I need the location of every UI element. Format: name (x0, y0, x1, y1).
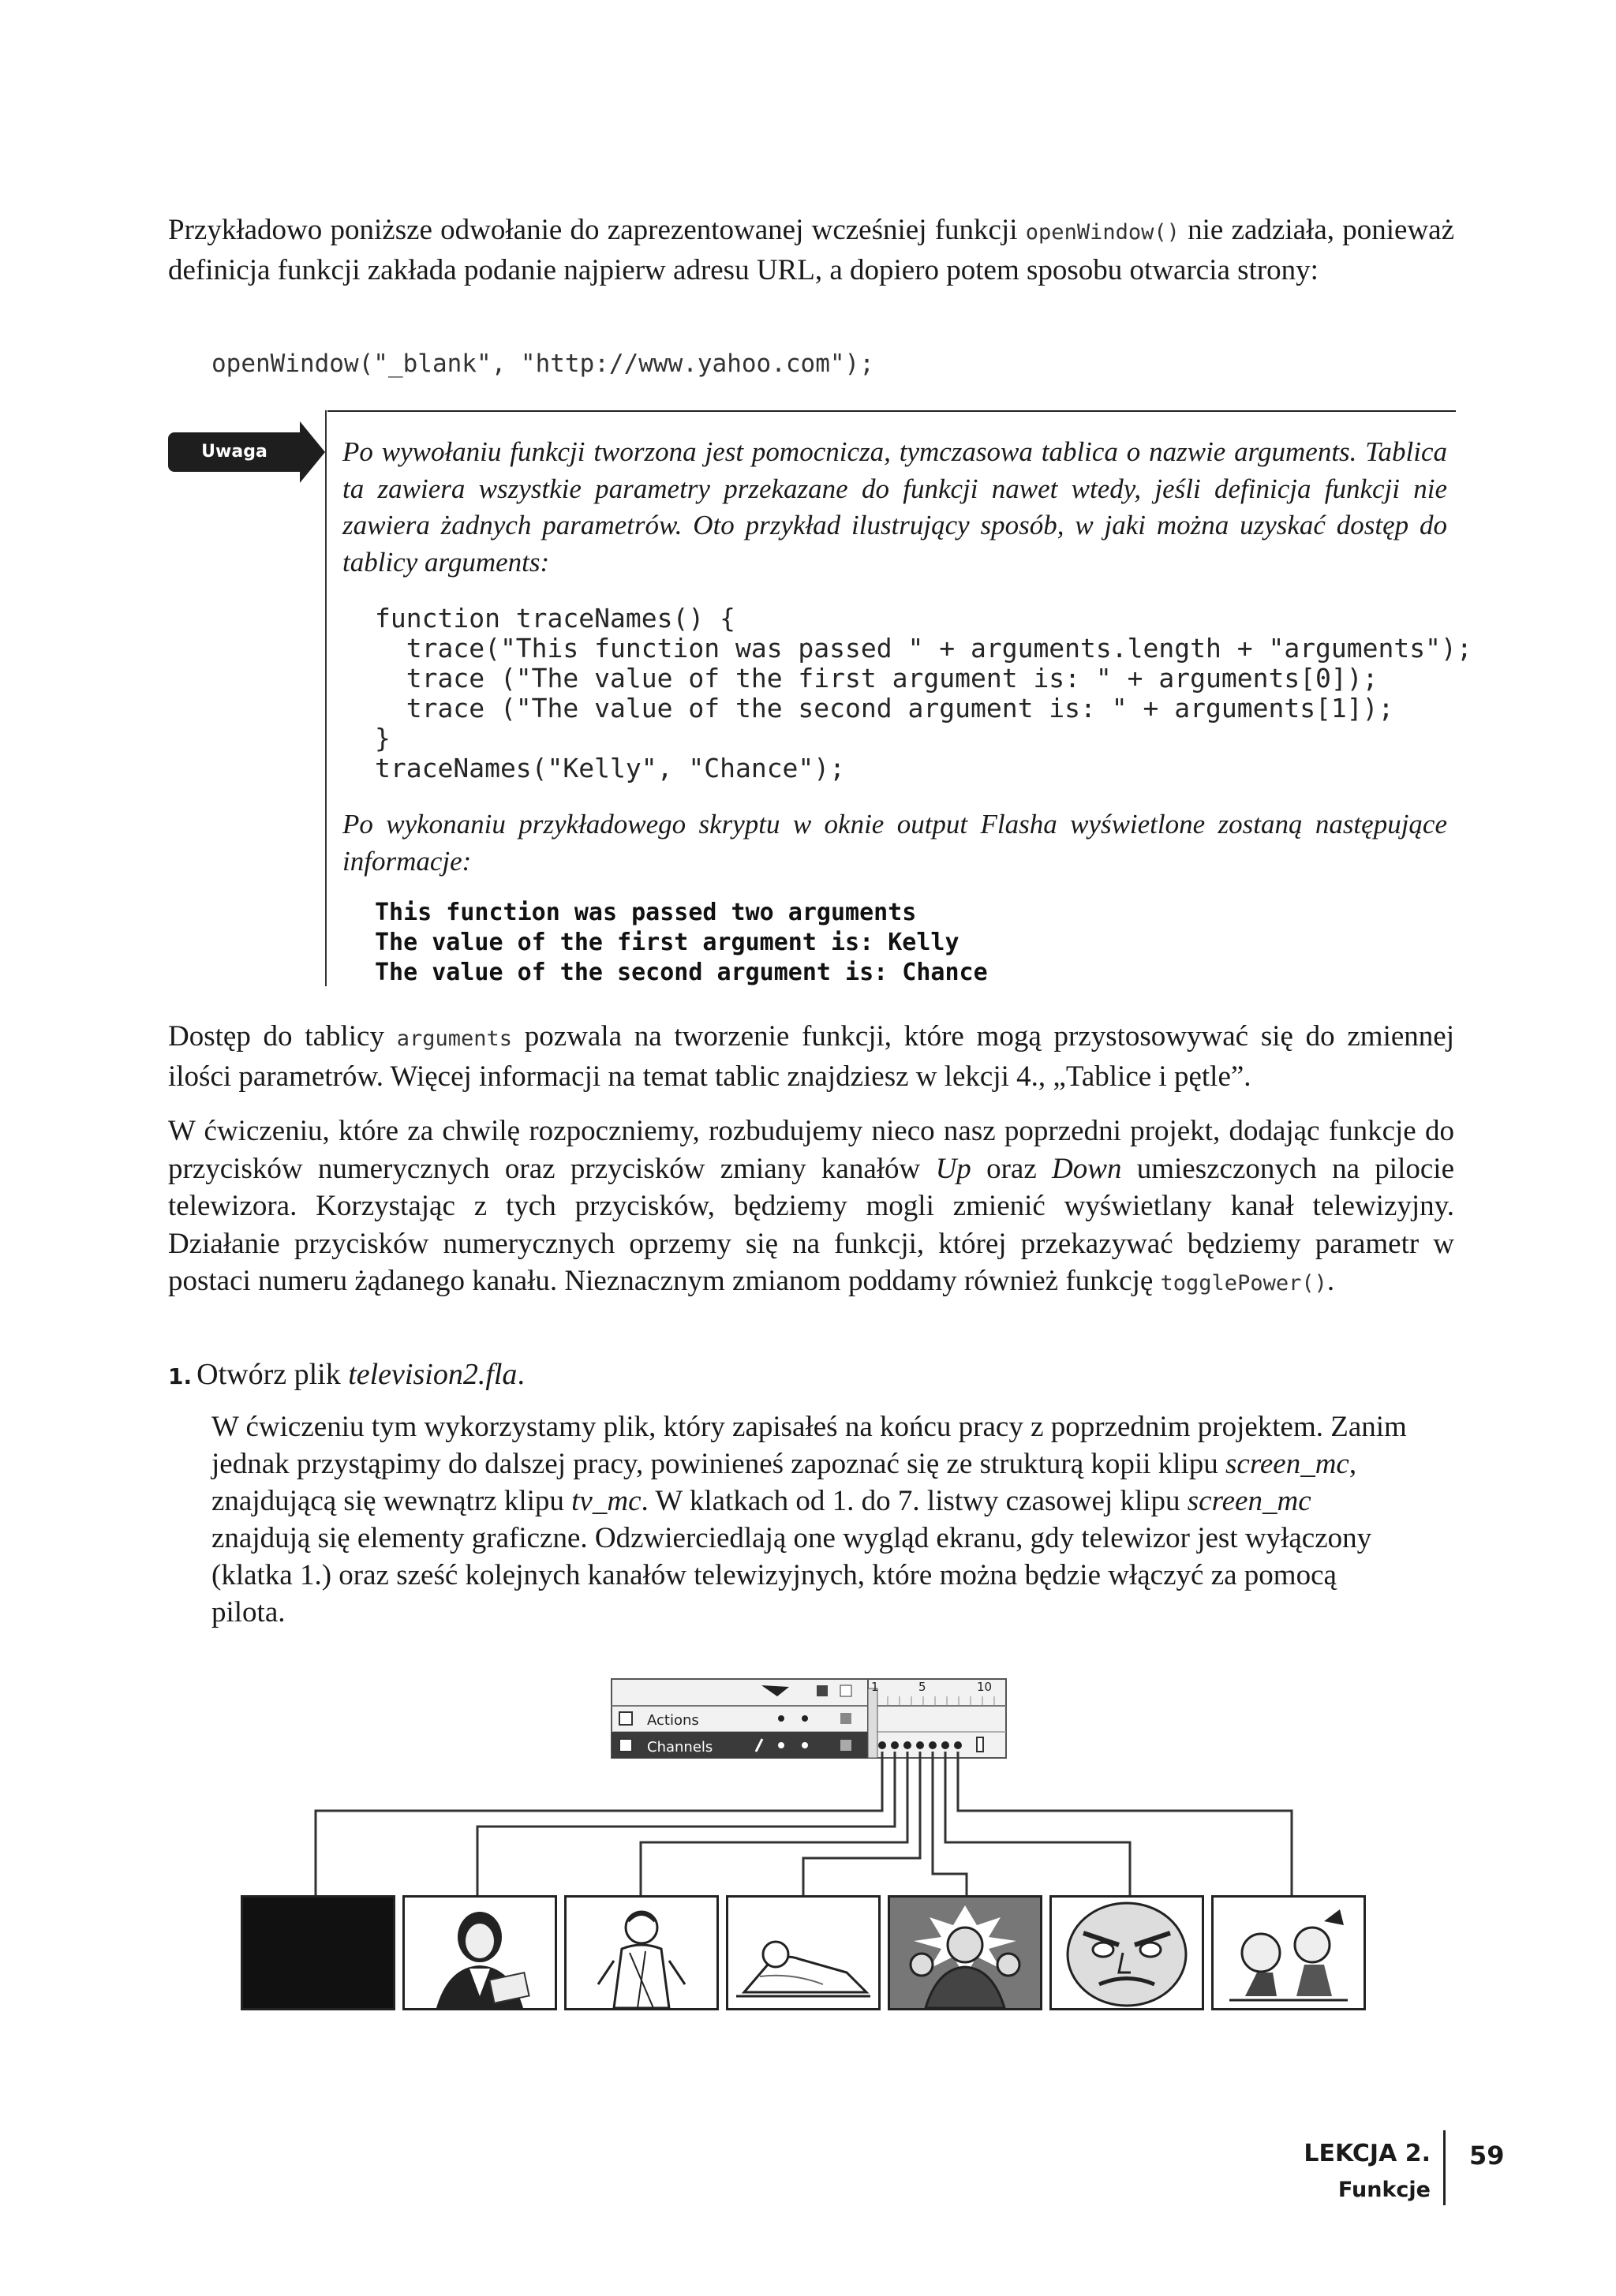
thumbnail-news-anchor (402, 1895, 557, 2010)
note-text-1: Po wywołaniu funkcji tworzona jest pomocnicza, tymczasowa tablica o nazwie arguments. Tablica ta zawiera wszystkie parametry przekazane do funkcji nawet wtedy, jeśli definicja funkcji nie zawiera żadnych parametrów. Oto przykład ilustrujący sposób, w jaki można uzyskać dostęp do tablicy arguments: (342, 436, 1447, 578)
footer-topic: Funkcje (1337, 2178, 1431, 2202)
footer-divider (1443, 2130, 1446, 2205)
code-line: } (375, 723, 391, 753)
inline-code: openWindow() (1025, 220, 1180, 245)
thumbnail-angry-face (1049, 1895, 1204, 2010)
code-line: function traceNames() { (375, 603, 735, 634)
layer-actions: Actions (647, 1712, 699, 1729)
code-line: traceNames("Kelly", "Chance"); (375, 753, 846, 783)
inline-code: togglePower() (1160, 1271, 1327, 1296)
arguments-paragraph: Dostęp do tablicy arguments pozwala na tworzenie funkcji, które mogą przystosowywać się do zmiennej ilości parametrów. Więcej informacji na temat tablic znajdziesz w lekcji 4., „Tablice i pętle”. (168, 1020, 1454, 1093)
note-top-rule (327, 410, 1456, 412)
code-line: trace("This function was passed " + arguments.length + "arguments"); (375, 633, 1472, 664)
thumbnail-sphinx (726, 1895, 881, 2010)
code-line: trace ("The value of the second argument is: " + arguments[1]); (375, 693, 1394, 724)
thumbnail-roman-statue (564, 1895, 719, 2010)
inline-code: arguments (396, 1026, 513, 1051)
note-tag: Uwaga (168, 432, 301, 472)
frame-number: 1 (871, 1680, 879, 1694)
intro-paragraph: Przykładowo poniższe odwołanie do zaprezentowanej wcześniej funkcji openWindow() nie zadziała, ponieważ definicja funkcji zakłada podanie najpierw adresu URL, a dopiero potem sposobu otwarcia strony: (168, 214, 1455, 286)
page-number: 59 (1469, 2141, 1505, 2171)
note-tag-arrow-icon (300, 421, 325, 483)
note-left-rule (325, 410, 327, 986)
thumbnail-cartoon-characters (1211, 1895, 1366, 2010)
thumbnail-black-screen (241, 1895, 395, 2010)
exercise-paragraph: W ćwiczeniu, które za chwilę rozpoczniemy, rozbudujemy nieco nasz poprzedni projekt, dodając funkcje do przycisków numerycznych oraz przycisków zmiany kanałów Up oraz Down umieszczonych na pilocie telewizora. Korzystając z tych przycisków, będziemy mogli zmienić wyświetlany kanał telewizyjny. Działanie przycisków numerycznych oprzemy się na funkcji, której przekazywać będziemy parametr w postaci numeru żądanego kanału. Nieznacznym zmianom poddamy również funkcję togglePower(). (168, 1115, 1454, 1297)
frame-number: 10 (977, 1680, 993, 1694)
file-name: television2.fla (348, 1358, 518, 1391)
thumbnail-wrestler (888, 1895, 1042, 2010)
output-line: The value of the first argument is: Kelly (375, 929, 960, 956)
step-1: 1. Otwórz plik television2.fla. (168, 1358, 525, 1391)
intro-code: openWindow("_blank", "http://www.yahoo.com"); (211, 350, 874, 378)
step-1-description: W ćwiczeniu tym wykorzystamy plik, który zapisałeś na końcu pracy z poprzednim projektem. Zanim jednak przystąpimy do dalszej pracy, powinieneś zapoznać się ze strukturą kopii klipu screen_mc, znajdującą się wewnątrz klipu tv_mc. W klatkach od 1. do 7. listwy czasowej klipu screen_mc znajdują się elementy graficzne. Odzwierciedlają one wygląd ekranu, gdy telewizor jest wyłączony (klatka 1.) oraz sześć kolejnych kanałów telewizyjnych, które można będzie włączyć za pomocą pilota. (211, 1411, 1407, 1629)
layer-channels: Channels (647, 1739, 713, 1756)
note-text-2: Po wykonaniu przykładowego skryptu w oknie output Flasha wyświetlone zostaną następujące informacje: (342, 809, 1447, 877)
step-number: 1. (168, 1363, 193, 1389)
footer-lesson: LEKCJA 2. (1304, 2140, 1431, 2167)
frame-number: 5 (918, 1680, 926, 1694)
output-line: The value of the second argument is: Chance (375, 959, 988, 986)
code-line: trace ("The value of the first argument is: " + arguments[0]); (375, 663, 1378, 694)
output-line: This function was passed two arguments (375, 899, 917, 926)
